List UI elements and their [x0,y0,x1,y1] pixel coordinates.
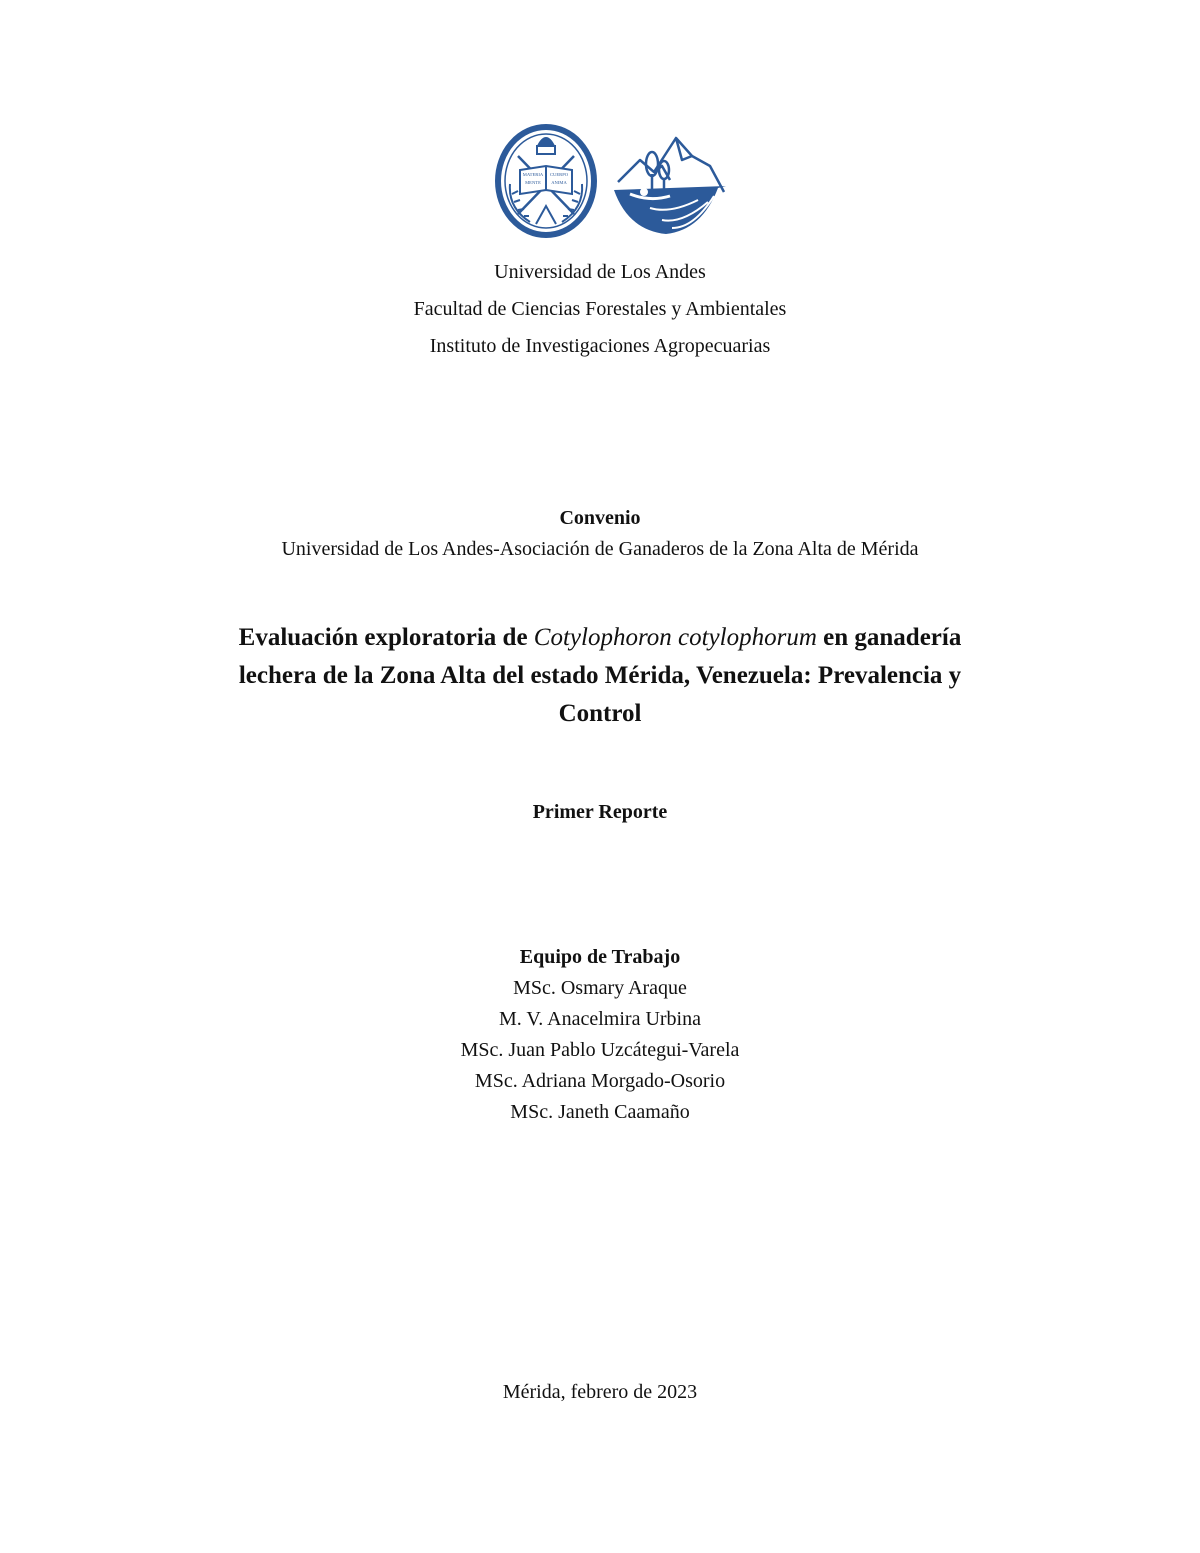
agreement-text: Universidad de Los Andes-Asociación de Ganaderos de la Zona Alta de Mérida [281,538,919,560]
report-label: Primer Reporte [532,801,668,823]
team-member-2: M. V. Anacelmira Urbina [498,1008,701,1030]
logos-row [0,124,1200,240]
institution-institute: Instituto de Investigaciones Agropecuarias [429,335,771,357]
seal-text-4: ANIMA [551,180,567,185]
title-line-1-prefix: Evaluación exploratoria de [238,624,534,651]
team-member-1: MSc. Osmary Araque [513,977,687,999]
team-heading: Equipo de Trabajo [519,946,681,968]
seal-text-3: MENTE [525,180,541,185]
team-member-4: MSc. Adriana Morgado-Osorio [474,1070,726,1092]
institution-faculty: Facultad de Ciencias Forestales y Ambientales [413,298,787,320]
place-date: Mérida, febrero de 2023 [502,1381,698,1403]
institution-university: Universidad de Los Andes [494,261,706,283]
title-line-1 [0,623,1200,653]
title-line-3: Control [558,700,642,727]
seal-text-1: MATERIA [522,172,544,177]
forest-faculty-logo [610,130,728,236]
university-seal-logo [494,124,598,238]
seal-text-2: CUERPO [549,172,569,177]
title-line-2: lechera de la Zona Alta del estado Mérida, Venezuela: Prevalencia y [238,662,962,689]
team-member-5: MSc. Janeth Caamaño [510,1101,690,1123]
team-member-3: MSc. Juan Pablo Uzcátegui-Varela [460,1039,740,1061]
agreement-heading: Convenio [559,507,641,529]
title-line-1-suffix: en ganadería [816,624,962,651]
title-species-italic: Cotylophoron cotylophorum [533,624,817,651]
